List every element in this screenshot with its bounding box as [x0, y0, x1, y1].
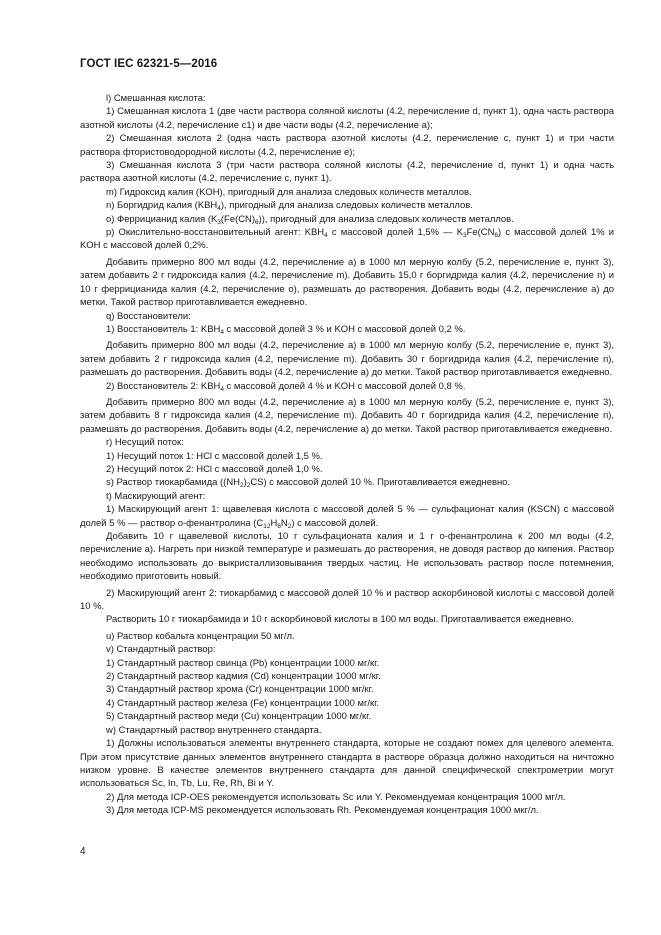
paragraph: 2) Смешанная кислота 2 (одна часть раствора азотной кислоты (4.2, перечисление c, пункт 1) и три части раствора фтористоводородной кислоты (4.2, перечисление e);: [80, 133, 614, 158]
paragraph: Добавить примерно 800 мл воды (4.2, перечисление a) в 1000 мл мерную колбу (5.2, перечисление e, пункт 3), затем добавить 8 г гидроксида калия (4.2, перечисление m). Добавить 40 г боргидрида калия (4.2, перечисление n), размешать до растворения. Добавить воды (4.2, перечисление a) до метки. Такой раствор приготавливается ежедневно.: [80, 396, 614, 435]
paragraph: 2) Маскирующий агент 2: тиокарбамид с массовой долей 10 % и раствор аскорбиновой кислоты с массовой долей 10 %.: [80, 587, 614, 613]
paragraph: o) Феррицианид калия $(K_3(Fe(CN)_6))$, пригодный для анализа следовых количеств металлов.: [106, 213, 514, 226]
paragraph: t) Маскирующий агент:: [106, 490, 206, 502]
paragraph: Растворить 10 г тиокарбамида и 10 г аскорбиновой кислоты в 100 мл воды. Приготавливается ежедневно.: [106, 614, 574, 626]
paragraph: 1) Восстановитель 1: $KBH_4$ с массовой долей 3 % и KOH с массовой долей 0,2 %.: [106, 323, 466, 336]
paragraph: 1) Несущий поток 1: HCl с массовой долей 1,5 %.: [106, 450, 323, 462]
document-body: [80, 92, 614, 818]
paragraph: 3) Для метода ICP-MS рекомендуется использовать Rh. Рекомендуемая концентрация 1000 мкг/л.: [106, 805, 539, 817]
paragraph: 3) Смешанная кислота 3 (три части раствора соляной кислоты (4.2, перечисление d, пункт 1) и одна часть раствора азотной кислоты (4.2, перечисление c, пункт 1).: [80, 160, 614, 185]
paragraph: 1) Стандартный раствор свинца (Pb) концентрации 1000 мг/кг.: [106, 657, 380, 669]
paragraph: w) Стандартный раствор внутреннего стандарта.: [106, 724, 322, 736]
paragraph: n) Боргидрид калия $(KBH_4)$, пригодный для анализа следовых количеств металлов.: [106, 200, 473, 213]
paragraph: Добавить примерно 800 мл воды (4.2, перечисление a) в 1000 мл мерную колбу (5.2, перечисление e, пункт 3), затем добавить 2 г гидроксида калия (4.2, перечисление m). Добавить 30 г боргидрида калия (4.2, перечисление n), размешать до растворения. Добавить воды (4.2, перечисление a) до метки. Такой раствор приготавливается ежедневно.: [80, 340, 614, 379]
paragraph: l) Смешанная кислота:: [106, 93, 206, 104]
paragraph: 5) Стандартный раствор меди (Cu) концентрации 1000 мг/кг.: [106, 711, 372, 723]
paragraph: q) Восстановители:: [106, 310, 191, 322]
paragraph: 4) Стандартный раствор железа (Fe) концентрации 1000 мг/кг.: [106, 697, 380, 709]
paragraph: 3) Стандартный раствор хрома (Cr) концентрации 1000 мг/кг.: [106, 684, 374, 696]
paragraph: v) Стандартный раствор:: [106, 644, 216, 656]
paragraph: 2) Восстановитель 2: $KBH_4$ с массовой долей 4 % и KOH с массовой долей 0,8 %.: [106, 380, 466, 393]
paragraph: 2) Несущий поток 2: HCl с массовой долей 1,0 %.: [106, 463, 323, 475]
paragraph: 2) Для метода ICP-OES рекомендуется использовать Sc или Y. Рекомендуемая концентрация 1000 мг/л.: [106, 791, 566, 803]
paragraph: u) Раствор кобальта концентрации 50 мг/л.: [106, 630, 295, 642]
page-number: 4: [80, 846, 86, 857]
paragraph: p) Окислительно-восстановительный агент: $KBH_4$ с массовой долей 1,5% — $K_3Fe(CN_6)$ с массовой долей 1% и KOH с массовой долей 0,2%.: [80, 227, 614, 252]
document-header: ГОСТ IEC 62321-5—2016: [80, 58, 218, 70]
paragraph: 2) Стандартный раствор кадмия (Cd) концентрации 1000 мг/кг.: [106, 671, 381, 683]
paragraph: 1) Смешанная кислота 1 (две части раствора соляной кислоты (4.2, перечисление d, пункт 1), одна часть раствора азотной кислоты (4.2, перечисление c1) и две части воды (4.2, перечисление a);: [80, 106, 614, 131]
paragraph: s) Раствор тиокарбамида $((NH_2)_2CS)$ с массовой долей 10 %. Приготавливается ежедневно.: [106, 477, 511, 490]
paragraph: 1) Должны использоваться элементы внутреннего стандарта, которые не создают помех для целевого элемента. При этом присутствие данных элементов внутреннего стандарта в растворе образца должно находиться на ничтожно низком уровне. В качестве элементов внутреннего стандарта для данной специфической спектрометрии могут использоваться Sc, In, Tb, Lu, Re, Rh, Bi и Y.: [80, 738, 614, 790]
paragraph: r) Несущий поток:: [106, 437, 184, 449]
paragraph: Добавить примерно 800 мл воды (4.2, перечисление a) в 1000 мл мерную колбу (5.2, перечисление e, пункт 3), затем добавить 2 г гидроксида калия (4.2, перечисление m). Добавить 15,0 г боргидрида калия (4.2, перечисление n) и 10 г феррицианида калия (4.2, перечисление o), размешать до растворения. Добавить воды (4.2, перечисление a) до метки. Такой раствор приготавливается ежедневно.: [80, 256, 614, 309]
paragraph: m) Гидроксид калия (KOH), пригодный для анализа следовых количеств металлов.: [106, 186, 472, 198]
paragraph: Добавить 10 г щавелевой кислоты, 10 г сульфационата калия и 1 г о-фенантролина к 200 мл воды (4.2, перечисление a). Нагреть при низкой температуре и размешать до растворения, не доводя раствор до кипения. Раствор необходимо использовать до выкристаллизовывания твердых частиц. Не использовать раствор после потемнения, необходимо приготовить новый.: [80, 531, 614, 583]
paragraph: 1) Маскирующий агент 1: щавелевая кислота с массовой долей 5 % — сульфационат калия (KSCN) с массовой долей 5 % — раствор о-фенантролина $(C_{12}H_8N_2)$ с массовой долей.: [80, 504, 614, 530]
